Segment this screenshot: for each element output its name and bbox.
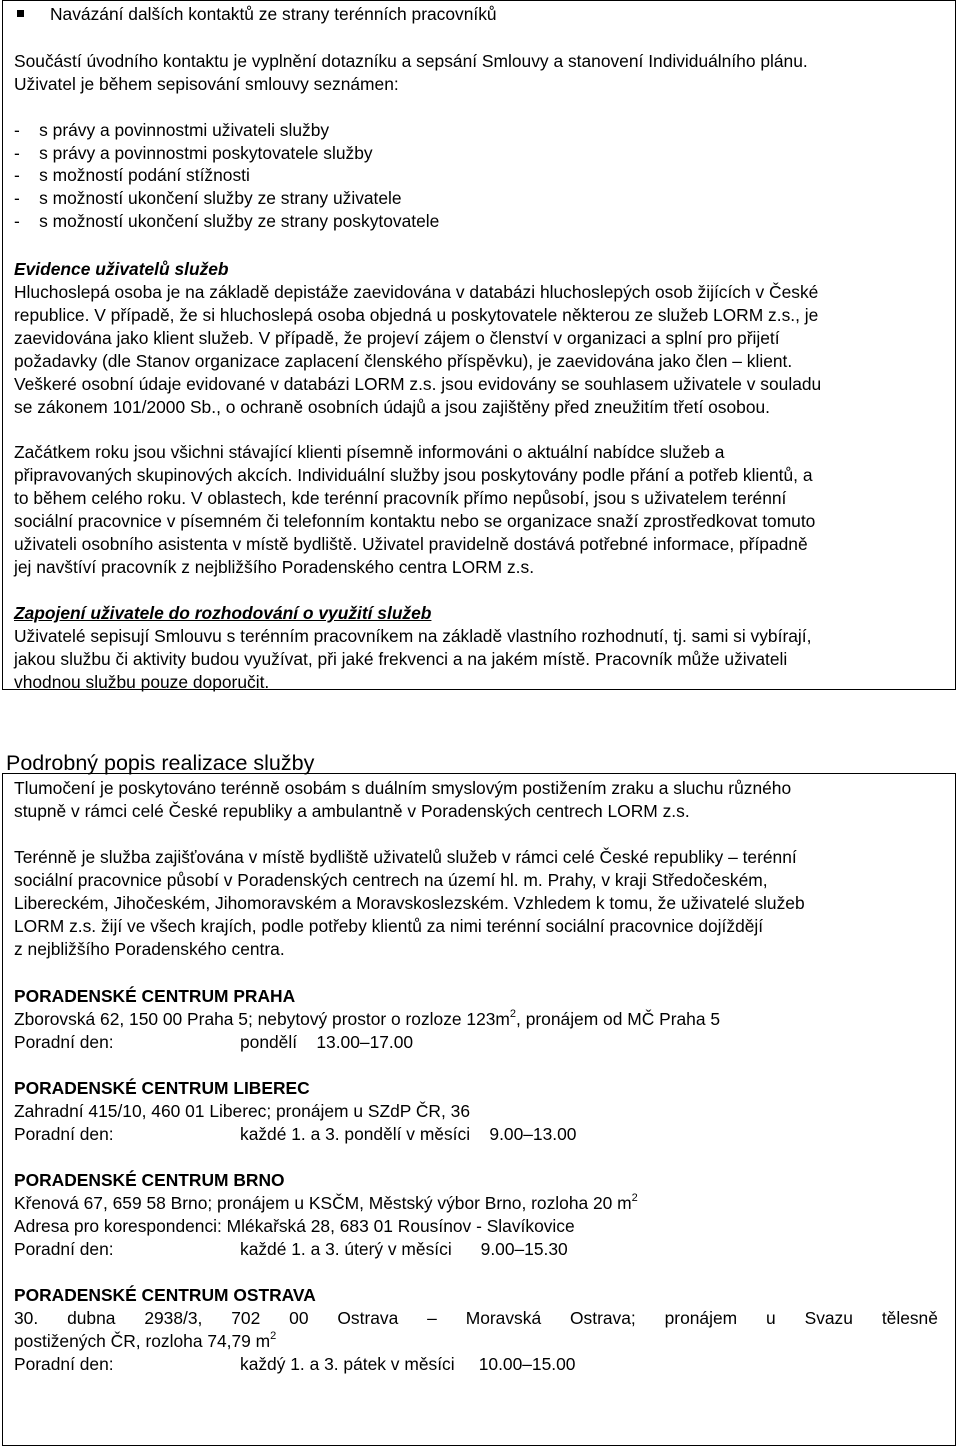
list-item: - s možností ukončení služby ze strany uživatele	[14, 188, 402, 208]
paragraph-line: sociální pracovnice v písemném či telefonním kontaktu nebo se organizace snaží zprostředkovat tomuto	[14, 511, 816, 531]
paragraph-line: Uživatel je během sepisování smlouvy seznámen:	[14, 74, 399, 94]
paragraph-line: republice. V případě, že si hluchoslepá osoba objedná u poskytovatele některou ze služeb LORM z.s., je	[14, 305, 819, 325]
center-address-liberec: Zahradní 415/10, 460 01 Liberec; pronájem u SZdP ČR, 36	[14, 1101, 470, 1121]
center-address-praha: Zborovská 62, 150 00 Praha 5; nebytový prostor o rozloze $123m^2$, pronájem od MČ Praha 5	[14, 1008, 721, 1029]
paragraph-line: LORM z.s. žijí ve všech krajích, podle potřeby klientů za nimi terénní sociální pracovnice dojíždějí	[14, 916, 764, 936]
paragraph-line: to během celého roku. V oblastech, kde terénní pracovník přímo nepůsobí, jsou s uživatelem terénní	[14, 488, 787, 508]
paragraph-line: jakou službu či aktivity budou využívat, při jaké frekvenci a na jakém místě. Pracovník může uživateli	[14, 649, 788, 669]
paragraph-line: jej navštíví pracovník z nejbližšího Poradenského centra LORM z.s.	[14, 557, 535, 577]
paragraph-line: požadavky (dle Stanov organizace zaplacení členského příspěvku), je zaevidována jako člen – klient.	[14, 351, 793, 371]
paragraph-line: připravovaných skupinových akcích. Individuální služby jsou poskytovány podle přání a potřeb klientů, a	[14, 465, 813, 485]
paragraph-line: stupně v rámci celé České republiky a ambulantně v Poradenských centrech LORM z.s.	[14, 801, 690, 821]
paragraph-line: vhodnou službu pouze doporučit.	[14, 672, 270, 692]
participation-heading: Zapojení uživatele do rozhodování o využití služeb	[14, 603, 432, 623]
paragraph-line: z nejbližšího Poradenského centra.	[14, 939, 285, 959]
center-address-ostrava: 30. dubna 2938/3, 702 00 Ostrava – Moravská Ostrava; pronájem u Svazu tělesně	[14, 1308, 938, 1328]
paragraph-line: uživateli osobního asistenta v místě bydliště. Uživatel pravidelně dostává potřebné informace, případně	[14, 534, 808, 554]
paragraph-line: Začátkem roku jsou všichni stávající klienti písemně informováni o aktuální nabídce služeb a	[14, 442, 725, 462]
list-item: - s možností podání stížnosti	[14, 165, 250, 185]
paragraph-line: Uživatelé sepisují Smlouvu s terénním pracovníkem na základě vlastního rozhodnutí, tj. sami si vybírají,	[14, 626, 812, 646]
center-address-ostrava-cont: postižených ČR, rozloha 74,79 $m^2$	[14, 1330, 277, 1351]
paragraph-line: sociální pracovnice působí v Poradenských centrech na území hl. m. Prahy, v kraji Středočeském,	[14, 870, 768, 890]
center-day-liberec: Poradní den: každé 1. a 3. pondělí v měsíci 9.00–13.00	[14, 1124, 577, 1144]
center-title-praha: PORADENSKÉ CENTRUM PRAHA	[14, 986, 296, 1006]
list-item: - s právy a povinnostmi poskytovatele služby	[14, 143, 373, 163]
list-item: - s možností ukončení služby ze strany poskytovatele	[14, 211, 440, 231]
evidence-heading: Evidence uživatelů služeb	[14, 259, 229, 279]
section-heading: Podrobný popis realizace služby	[6, 751, 315, 775]
paragraph-line: Terénně je služba zajišťována v místě bydliště uživatelů služeb v rámci celé České republiky – terénní	[14, 847, 797, 867]
center-correspondence-brno: Adresa pro korespondenci: Mlékařská 28, 683 01 Rousínov - Slavíkovice	[14, 1216, 575, 1236]
bullet-heading: Navázání dalších kontaktů ze strany terénních pracovníků	[50, 4, 497, 24]
list-item: - s právy a povinnostmi uživateli služby	[14, 120, 330, 140]
paragraph-line: Tlumočení je poskytováno terénně osobám s duálním smyslovým postižením zraku a sluchu různého	[14, 778, 792, 798]
center-day-brno: Poradní den: každé 1. a 3. úterý v měsíci 9.00–15.30	[14, 1239, 568, 1259]
bullet-icon	[17, 10, 24, 17]
center-title-liberec: PORADENSKÉ CENTRUM LIBEREC	[14, 1078, 310, 1098]
paragraph-line: Libereckém, Jihočeském, Jihomoravském a Moravskoslezském. Vzhledem k tomu, že uživatelé služeb	[14, 893, 805, 913]
paragraph-line: zaevidována jako klient služeb. V případě, že projeví zájem o členství v organizaci a splní pro přijetí	[14, 328, 780, 348]
center-title-brno: PORADENSKÉ CENTRUM BRNO	[14, 1170, 285, 1190]
paragraph-line: se zákonem 101/2000 Sb., o ochraně osobních údajů a jsou zajištěny před zneužitím třetí osobou.	[14, 397, 771, 417]
paragraph-line: Součástí úvodního kontaktu je vyplnění dotazníku a sepsání Smlouvy a stanovení Individuálního plánu.	[14, 51, 808, 71]
center-title-ostrava: PORADENSKÉ CENTRUM OSTRAVA	[14, 1285, 316, 1305]
center-day-praha: Poradní den: pondělí 13.00–17.00	[14, 1032, 414, 1052]
center-day-ostrava: Poradní den: každý 1. a 3. pátek v měsíci 10.00–15.00	[14, 1354, 576, 1374]
paragraph-line: Veškeré osobní údaje evidované v databázi LORM z.s. jsou evidovány se souhlasem uživatele v souladu	[14, 374, 822, 394]
paragraph-line: Hluchoslepá osoba je na základě depistáže zaevidována v databázi hluchoslepých osob žijících v České	[14, 282, 819, 302]
center-address-brno: Křenová 67, 659 58 Brno; pronájem u KSČM, Městský výbor Brno, rozloha 20 $m^2$	[14, 1192, 638, 1213]
